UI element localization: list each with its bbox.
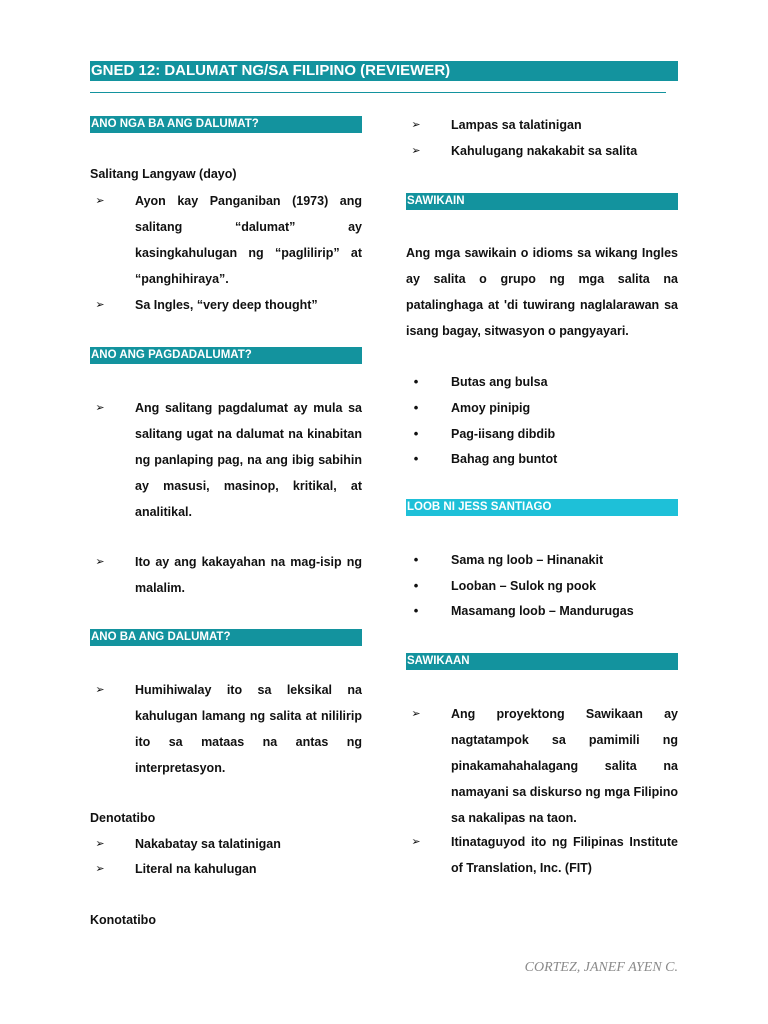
list-item (406, 446, 678, 472)
bullet-item (90, 856, 362, 882)
section-header-ano-nga-ba-ang-dalumat: ANO NGA BA ANG DALUMAT? (90, 116, 362, 133)
list-item-text: Masamang loob – Mandurugas (451, 604, 634, 618)
arrow-bullet-icon: ➢ (95, 863, 105, 875)
arrow-bullet-icon: ➢ (411, 708, 421, 720)
list-item (406, 421, 678, 447)
bullet-text: Ayon kay Panganiban (1973) ang salitang “dalumat” ay kasingkahulugan ng “paglilirip” at “panghihiraya”. (135, 194, 362, 286)
bullet-item (90, 188, 362, 292)
list-item-text: Pag-iisang dibdib (451, 427, 556, 441)
list-item (406, 395, 678, 421)
list-item-text: Looban – Sulok ng pook (451, 579, 597, 593)
bullet-text: Sa Ingles, “very deep thought” (135, 298, 318, 312)
denotatibo-label: Denotatibo (90, 811, 156, 825)
arrow-bullet-icon: ➢ (95, 299, 105, 311)
list-item-text: Bahag ang buntot (451, 452, 558, 466)
section-header-loob-ni-jess-santiago: LOOB NI JESS SANTIAGO (406, 499, 678, 516)
bullet-text: Literal na kahulugan (135, 862, 257, 876)
konotatibo-label: Konotatibo (90, 913, 156, 927)
bullet-item (90, 395, 362, 525)
dot-bullet-icon: • (413, 374, 419, 389)
dot-bullet-icon: • (413, 426, 419, 441)
bullet-item (90, 831, 362, 857)
list-item (406, 369, 678, 395)
arrow-bullet-icon: ➢ (411, 119, 421, 131)
arrow-bullet-icon: ➢ (95, 195, 105, 207)
list-item (406, 547, 678, 573)
bullet-text: Ang proyektong Sawikaan ay nagtatampok sa pamimili ng pinakamahahalagang salita na namayani sa diskurso ng mga Filipino sa nakalipas na taon. (451, 707, 678, 825)
bullet-text: Humihiwalay ito sa leksikal na kahulugan lamang ng salita at nililirip ito sa mataas na antas ng interpretasyon. (135, 683, 362, 775)
author-footer: CORTEZ, JANEF AYEN C. (524, 960, 678, 975)
dot-bullet-icon: • (413, 552, 419, 567)
sawikain-paragraph: Ang mga sawikain o idioms sa wikang Ingles ay salita o grupo ng mga salita na patalinghaga at 'di tuwirang naglalarawan sa isang bagay, sitwasyon o pangyayari. (406, 246, 678, 338)
dot-bullet-icon: • (413, 603, 419, 618)
arrow-bullet-icon: ➢ (95, 402, 105, 414)
arrow-bullet-icon: ➢ (411, 836, 421, 848)
bullet-text: Kahulugang nakakabit sa salita (451, 144, 638, 158)
bullet-item (90, 292, 362, 318)
dot-bullet-icon: • (413, 578, 419, 593)
section-header-ano-ba-ang-dalumat: ANO BA ANG DALUMAT? (90, 629, 362, 646)
bullet-text: Nakabatay sa talatinigan (135, 837, 281, 851)
arrow-bullet-icon: ➢ (411, 145, 421, 157)
list-item-text: Butas ang bulsa (451, 375, 548, 389)
section-header-ano-ang-pagdadalumat: ANO ANG PAGDADALUMAT? (90, 347, 362, 364)
bullet-text: Ang salitang pagdalumat ay mula sa salitang ugat na dalumat na kinabitan ng panlaping pag, na ang ibig sabihin ay masusi, masinop, kritikal, at analitikal. (135, 401, 362, 519)
bullet-item (406, 701, 678, 831)
dot-bullet-icon: • (413, 451, 419, 466)
arrow-bullet-icon: ➢ (95, 684, 105, 696)
list-item (406, 573, 678, 599)
salitang-langyaw-label: Salitang Langyaw (dayo) (90, 167, 237, 181)
bullet-item (406, 829, 678, 881)
bullet-item (406, 138, 678, 164)
list-item-text: Sama ng loob – Hinanakit (451, 553, 604, 567)
bullet-text: Itinataguyod ito ng Filipinas Institute of Translation, Inc. (FIT) (451, 835, 678, 875)
bullet-text: Lampas sa talatinigan (451, 118, 582, 132)
arrow-bullet-icon: ➢ (95, 838, 105, 850)
list-item-text: Amoy pinipig (451, 401, 531, 415)
section-header-sawikain: SAWIKAIN (406, 193, 678, 210)
dot-bullet-icon: • (413, 400, 419, 415)
bullet-text: Ito ay ang kakayahan na mag-isip ng malalim. (135, 555, 362, 595)
bullet-item (406, 112, 678, 138)
document-title: GNED 12: DALUMAT NG/SA FILIPINO (REVIEWER) (90, 61, 678, 81)
list-item (406, 598, 678, 624)
bullet-item (90, 549, 362, 601)
arrow-bullet-icon: ➢ (95, 556, 105, 568)
title-underline (90, 92, 666, 93)
bullet-item (90, 677, 362, 781)
section-header-sawikaan: SAWIKAAN (406, 653, 678, 670)
